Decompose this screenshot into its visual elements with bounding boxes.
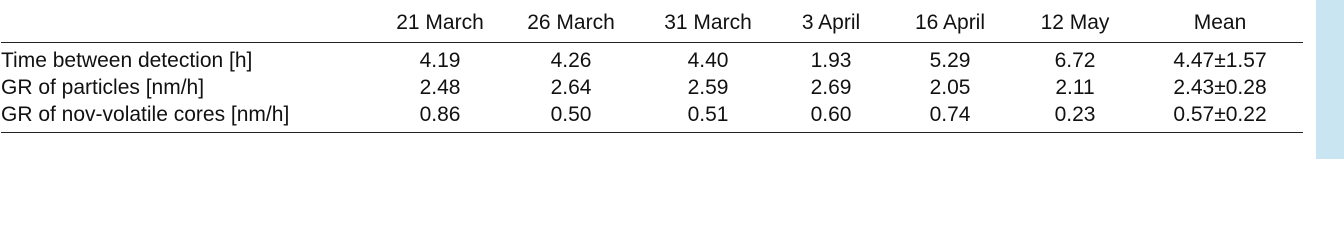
table-cell: 0.23 <box>1013 103 1137 133</box>
table-cell: 6.72 <box>1054 48 1096 72</box>
table-row-time-between-detection <box>1 42 1303 73</box>
table-body <box>1 42 1303 133</box>
row-label: Time between detection [h] <box>1 48 253 72</box>
table-cell: 2.69 <box>810 75 852 99</box>
column-header-26-march: 26 March <box>501 4 641 42</box>
table-cell: 5.29 <box>929 48 971 72</box>
column-header-16-april: 16 April <box>887 4 1013 42</box>
header-corner <box>1 4 379 42</box>
column-header-12-may: 12 May <box>1013 4 1137 42</box>
table-row-gr-of-non-volatile-cores <box>1 103 1303 133</box>
column-header-31-march: 31 March <box>641 4 775 42</box>
table-cell: 2.05 <box>929 75 971 99</box>
table-cell-mean: 2.43±0.28 <box>1173 75 1267 99</box>
table-cell-mean: 0.57±0.22 <box>1137 103 1303 133</box>
table-cell: 0.50 <box>501 103 641 133</box>
table-cell: 1.93 <box>810 48 852 72</box>
header-row <box>1 4 1303 42</box>
column-header-21-march: 21 March <box>379 4 501 42</box>
table-cell: 4.40 <box>687 48 729 72</box>
table-cell: 2.64 <box>550 75 592 99</box>
table-cell: 2.48 <box>419 75 461 99</box>
table-header <box>1 4 1303 42</box>
row-label: GR of particles [nm/h] <box>1 75 205 99</box>
table-cell: 0.51 <box>641 103 775 133</box>
growth-rate-table <box>1 4 1303 133</box>
table-row-gr-of-particles <box>1 73 1303 103</box>
column-header-3-april: 3 April <box>775 4 887 42</box>
table-cell: 0.60 <box>775 103 887 133</box>
table-cell: 4.19 <box>419 48 461 72</box>
table-cell-mean: 4.47±1.57 <box>1173 48 1267 72</box>
table-cell: 2.11 <box>1055 75 1095 99</box>
table-cell: 0.74 <box>887 103 1013 133</box>
row-label: GR of nov-volatile cores [nm/h] <box>1 103 379 133</box>
table-cell: 4.26 <box>550 48 592 72</box>
table-cell: 0.86 <box>379 103 501 133</box>
column-header-mean: Mean <box>1137 4 1303 42</box>
side-color-strip <box>1316 0 1344 159</box>
table-cell: 2.59 <box>687 75 729 99</box>
